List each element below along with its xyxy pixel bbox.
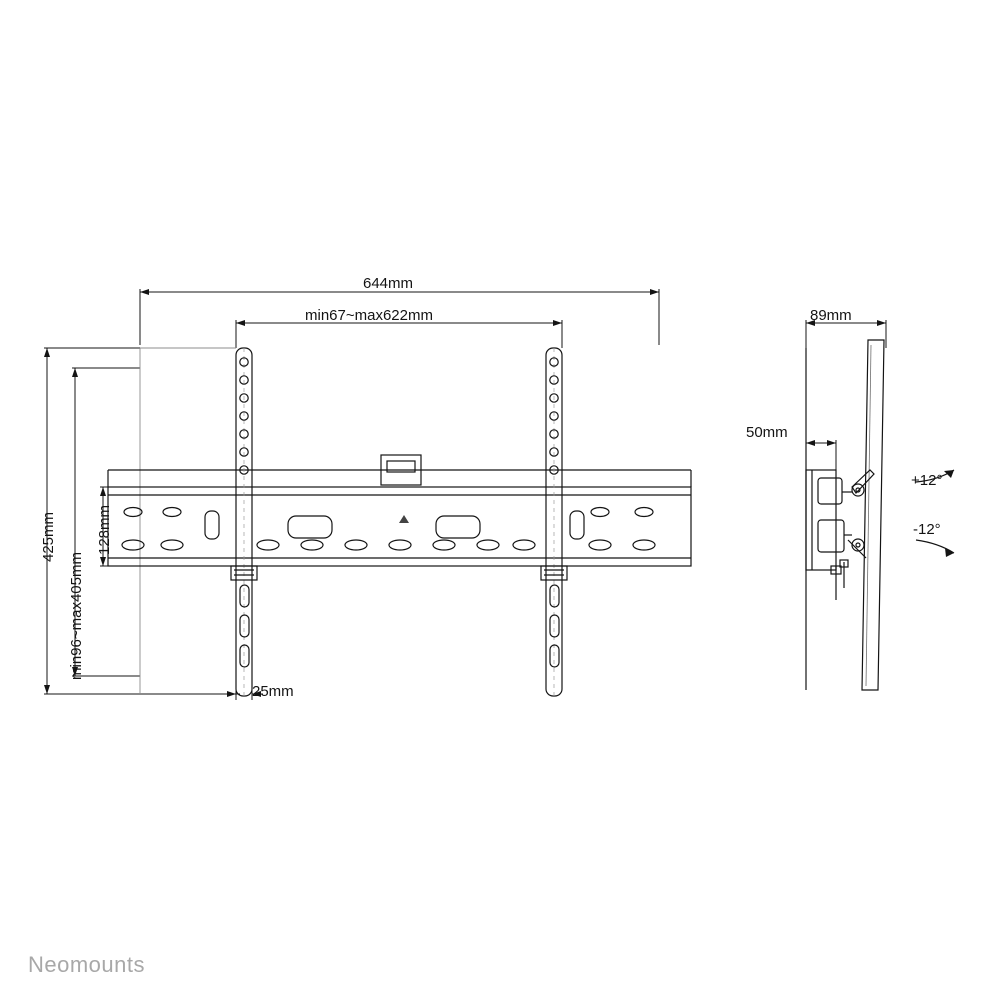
side-lock-handles (831, 560, 848, 600)
side-wall-plate (806, 348, 836, 690)
label-bracket-height: 128mm (96, 504, 113, 555)
rail-slots (205, 511, 584, 539)
label-tilt-up: +12° (911, 472, 943, 489)
vesa-arm-right (546, 348, 562, 696)
dim-line-89 (806, 320, 886, 348)
label-vesa-width-range: min67~max622mm (305, 307, 433, 324)
label-plate-offset: 25mm (252, 683, 294, 700)
vesa-arm-left (236, 348, 252, 696)
rail-oval-holes (122, 508, 655, 551)
label-overall-width: 644mm (363, 275, 414, 292)
label-depth: 89mm (810, 307, 852, 324)
label-vesa-height-range: min96~max405mm (68, 552, 85, 680)
dim-line-vesa-width (236, 320, 562, 348)
label-wall-plate-depth: 50mm (746, 424, 788, 441)
side-display-panel (862, 340, 884, 690)
vesa-arm-left-holes (240, 358, 249, 667)
label-overall-height: 425mm (40, 511, 57, 562)
brand-wordmark: Neomounts (28, 952, 146, 977)
vesa-arm-right-holes (550, 358, 559, 667)
bracket-main-body (108, 487, 691, 566)
construction-outline (140, 348, 236, 694)
dim-line-50 (806, 440, 836, 470)
center-mark (399, 515, 409, 523)
label-tilt-down: -12° (913, 521, 941, 538)
